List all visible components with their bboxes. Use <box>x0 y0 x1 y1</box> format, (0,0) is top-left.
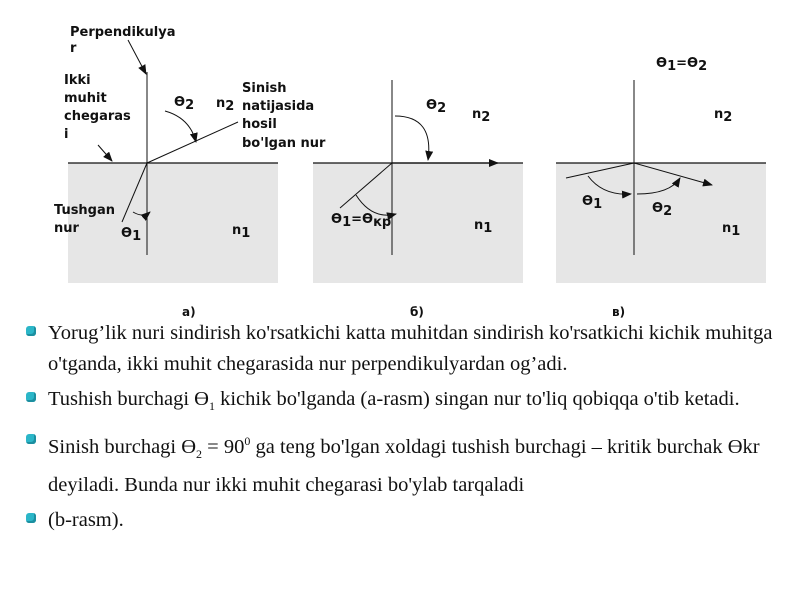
perpendicular-label: Perpendikulya r <box>70 25 176 56</box>
panel-a-n1-label: n1 <box>232 223 251 241</box>
bullet-icon <box>26 326 36 336</box>
panel-b-theta2-label: Ө2 <box>426 98 447 116</box>
panel-a-caption: а) <box>182 305 196 319</box>
bullet-item <box>22 426 782 501</box>
panel-c-n1-label: n1 <box>722 221 741 239</box>
panel-b-theta2-arc <box>395 116 429 160</box>
bullet-icon <box>26 513 36 523</box>
panel-b-n2-label: n2 <box>472 107 491 125</box>
panel-a-perp-pointer <box>128 40 146 74</box>
bullet-text: Sinish burchagi $Ө_2 = 90^0$ ga teng bo'lgan xoldagi tushish burchagi – kritik burchak Өkr deyiladi. Bunda nur ikki muhit chegarasi bo'ylab tarqaladi <box>48 434 760 497</box>
bullet-text: Yorug’lik nuri sindirish ko'rsatkichi katta muhitdan sindirish ko'rsatkichi kichik muhitga o'tganda, ikki muhit chegarasida nur perpendikulyardan og’adi. <box>48 322 773 375</box>
panel-c <box>556 56 766 319</box>
panel-a-n2-label: n2 <box>216 96 235 114</box>
panel-a-dense-medium <box>68 163 278 283</box>
panel-a-refracted-ray <box>147 122 238 163</box>
bullet-item <box>22 384 782 422</box>
panel-c-n2-label: n2 <box>714 107 733 125</box>
bullet-text: (b-rasm). <box>48 509 124 532</box>
panel-b-n1-label: n1 <box>474 218 493 236</box>
panel-b-caption: б) <box>410 305 424 319</box>
panel-b-critical-angle-label: Ө1=Өкр <box>331 212 392 230</box>
bullet-icon <box>26 434 36 444</box>
panel-a-theta2-arc <box>165 111 196 142</box>
panel-a-theta1-label: Ө1 <box>121 226 142 244</box>
bullet-item <box>22 318 782 380</box>
panel-c-theta1-label: Ө1 <box>582 194 603 212</box>
panel-c-caption: в) <box>612 305 626 319</box>
refracted-ray-label: Sinish natijasida hosil bo'lgan nur <box>242 81 326 151</box>
bullet-list <box>22 318 782 540</box>
boundary-label: Ikki muhit chegaras i <box>64 73 131 142</box>
panel-a-theta2-label: Ө2 <box>174 95 195 113</box>
panel-c-equality-label: Ө1=Ө2 <box>656 56 708 74</box>
incident-ray-label: Tushgan nur <box>54 203 116 236</box>
panel-a <box>54 25 326 319</box>
bullet-text: Tushish burchagi $Ө_1$ kichik bo'lganda (a-rasm) singan nur to'liq qobiqqa o'tib ketadi. <box>48 388 740 414</box>
panel-c-dense-medium <box>556 163 766 283</box>
bullet-icon <box>26 392 36 402</box>
panel-b <box>313 80 523 319</box>
panel-a-boundary-pointer <box>98 145 112 161</box>
panel-c-theta2-label: Ө2 <box>652 201 673 219</box>
bullet-item <box>22 505 782 536</box>
